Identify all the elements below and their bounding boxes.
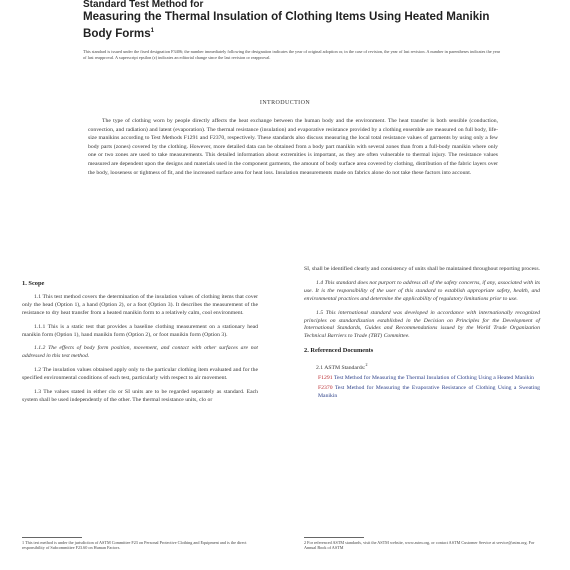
title-footnote-marker: 1 <box>150 28 154 34</box>
right-column <box>304 266 540 403</box>
para-1-1-2: 1.1.2 The effects of body form position, movement, and contact with other surfaces are not addressed in this test method. <box>22 345 258 360</box>
para-1-4: 1.4 This standard does not purport to address all of the safety concerns, if any, associated with its use. It is the responsibility of the user of this standard to establish appropriate safety, health, and environmental practices and determine the applicability of regulatory limitations prior to use. <box>304 279 540 302</box>
introduction-heading: INTRODUCTION <box>259 100 311 106</box>
para-1-3: 1.3 The values stated in either clo or SI units are to be regarded separately as standard. Each system shall be used independently of the other. The thermal resistance units, clo or <box>22 389 258 403</box>
para-1-5: 1.5 This international standard was developed in accordance with internationally recognized principles on standardization established in the Decision on Principles for the Development of International Standards, Guides and Recommendations issued by the World Trade Organization Technical Barriers to Trade (TBT) Committee. <box>304 309 540 340</box>
footnote-divider-right <box>304 537 364 538</box>
footnote-divider-left <box>22 537 82 538</box>
para-1-1: 1.1 This test method covers the determination of the insulation values of clothing items that cover only the head (Option 1), a hand (Option 2), or a foot (Option 3). It describes the measurement of the resistance to dry heat transfer from a heated manikin form to a relatively calm, cool environment. <box>22 293 258 316</box>
reference-item[interactable] <box>304 375 540 383</box>
standard-label: Standard Test Method for <box>83 0 204 10</box>
astm-standards-text: 2.1 ASTM Standards: <box>316 365 366 372</box>
footnote-2: 2 For referenced ASTM standards, visit the ASTM website, www.astm.org, or contact ASTM Customer Service at service@astm.org. For Annual Book of ASTM <box>304 540 535 551</box>
reference-code-link[interactable]: F1291 <box>318 374 333 381</box>
para-1-1-1: 1.1.1 This is a static test that provides a baseline clothing measurement on a stationary head manikin form (Option 1), hand manikin form (Option 2), or foot manikin form (Option 3). <box>22 323 258 338</box>
para-1-2: 1.2 The insulation values obtained apply only to the particular clothing item evaluated and for the specified environmental conditions of each test, particularly with respect to air movement. <box>22 367 258 382</box>
footnote-1: 1 This test method is under the jurisdiction of ASTM Committee F23 on Personal Protective Clothing and Equipment and is the direct responsibility of Subcommittee F23.60 on Human Factors. <box>22 540 247 551</box>
reference-item[interactable] <box>304 385 540 401</box>
para-1-3-continued: SI, shall be identified clearly and consistency of units shall be maintained throughout reporting process. <box>304 266 540 272</box>
left-column <box>22 280 258 411</box>
reference-title-link[interactable]: Test Method for Measuring the Evaporative Resistance of Clothing Using a Sweating Manikin <box>318 384 541 399</box>
document-title <box>83 10 503 41</box>
astm-footnote-marker: 2 <box>365 362 368 368</box>
reference-code-link[interactable]: F2370 <box>318 384 333 391</box>
reference-title-link[interactable]: Test Method for Measuring the Thermal Insulation of Clothing Using a Heated Manikin <box>333 374 534 381</box>
introduction-body: The type of clothing worn by people directly affects the heat exchange between the human body and the environment. The heat transfer is both sensible (conduction, convection, and radiation) and latent (evaporation). The thermal resistance (insulation) and evaporative resistance provided by a clothing ensemble are measured on full body, life-size manikins according to Test Methods F1291 and F2370, respectively. These standards also discuss measuring the local total resistance values of garments by using only a few body parts (zones) covered by the clothing. However, more detailed data can be obtained from a body part manikin with several zones than from a full-body manikin where only one or two zones are used to take measurements. This detailed information about extremities is important, as they are often vulnerable to thermal injury. The resistance values measured are dependent upon the designs and materials used in the component garments, the amount of body surface area covered by clothing, distribution of the fabric layers over the body, looseness or tightness of fit, and the increased surface area for heat loss. Insulation measurements made on fabrics alone do not take these factors into account. <box>88 118 498 176</box>
referenced-documents-heading: 2. Referenced Documents <box>304 347 374 355</box>
scope-heading: 1. Scope <box>22 280 45 287</box>
title-text: Measuring the Thermal Insulation of Clothing Items Using Heated Manikin Body Forms <box>83 10 490 40</box>
astm-standards-label <box>304 361 540 373</box>
designation-note: This standard is issued under the fixed designation F3406; the number immediately following the designation indicates the year of original adoption or, in the case of revision, the year of last revision. A number in parentheses indicates the year of last reapproval. A superscript epsilon (ε) indicates an editorial change since the last revision or reapproval. <box>83 49 501 60</box>
